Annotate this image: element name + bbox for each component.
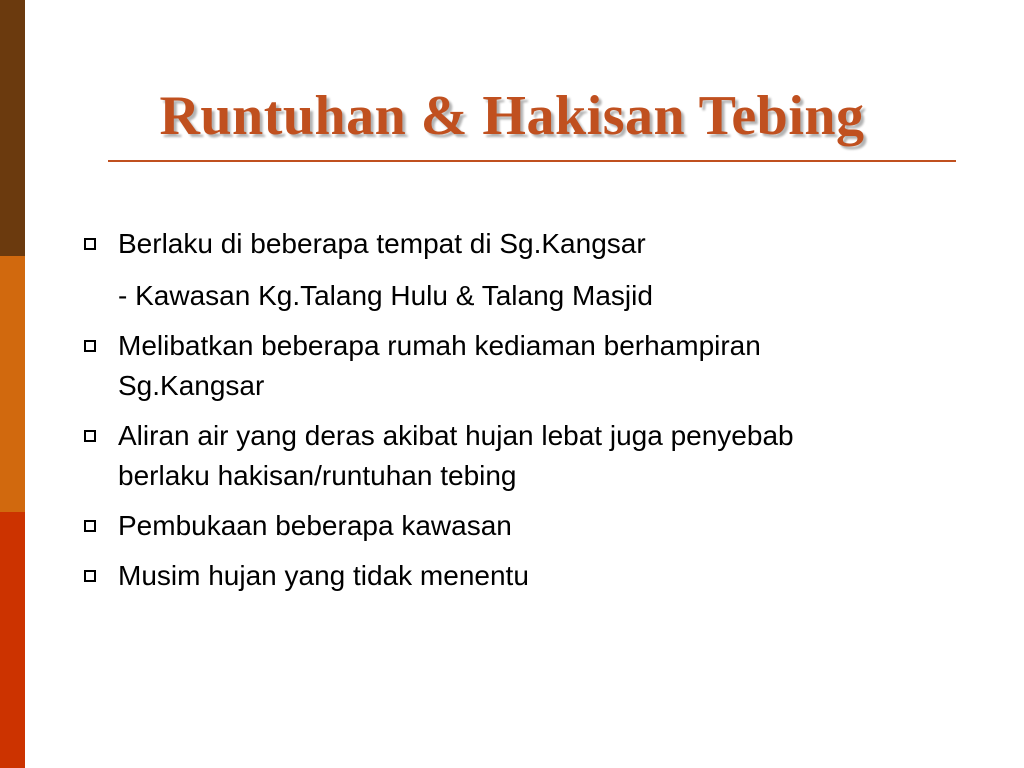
bullet-item xyxy=(80,326,980,406)
slide-title: Runtuhan & Hakisan Tebing xyxy=(159,85,865,147)
bullet-text: Melibatkan beberapa rumah kediaman berhampiran xyxy=(118,330,761,361)
side-bar-segment-bottom xyxy=(0,512,25,768)
bullet-text: Berlaku di beberapa tempat di Sg.Kangsar xyxy=(118,228,646,259)
bullet-text: Musim hujan yang tidak menentu xyxy=(118,560,529,591)
square-bullet-icon xyxy=(84,340,96,352)
side-bar-segment-middle xyxy=(0,256,25,512)
bullet-subtext: - Kawasan Kg.Talang Hulu & Talang Masjid xyxy=(118,280,653,311)
bullet-item xyxy=(80,506,980,546)
bullet-list xyxy=(80,224,980,606)
bullet-item xyxy=(80,416,980,496)
bullet-text: Aliran air yang deras akibat hujan lebat juga penyebab xyxy=(118,420,794,451)
square-bullet-icon xyxy=(84,570,96,582)
bullet-text-continuation: berlaku hakisan/runtuhan tebing xyxy=(118,460,517,491)
bullet-item xyxy=(80,556,980,596)
square-bullet-icon xyxy=(84,238,96,250)
bullet-text: Pembukaan beberapa kawasan xyxy=(118,510,512,541)
square-bullet-icon xyxy=(84,520,96,532)
square-bullet-icon xyxy=(84,430,96,442)
bullet-text-continuation: Sg.Kangsar xyxy=(118,370,265,401)
bullet-item xyxy=(80,224,980,316)
title-underline xyxy=(108,160,956,162)
